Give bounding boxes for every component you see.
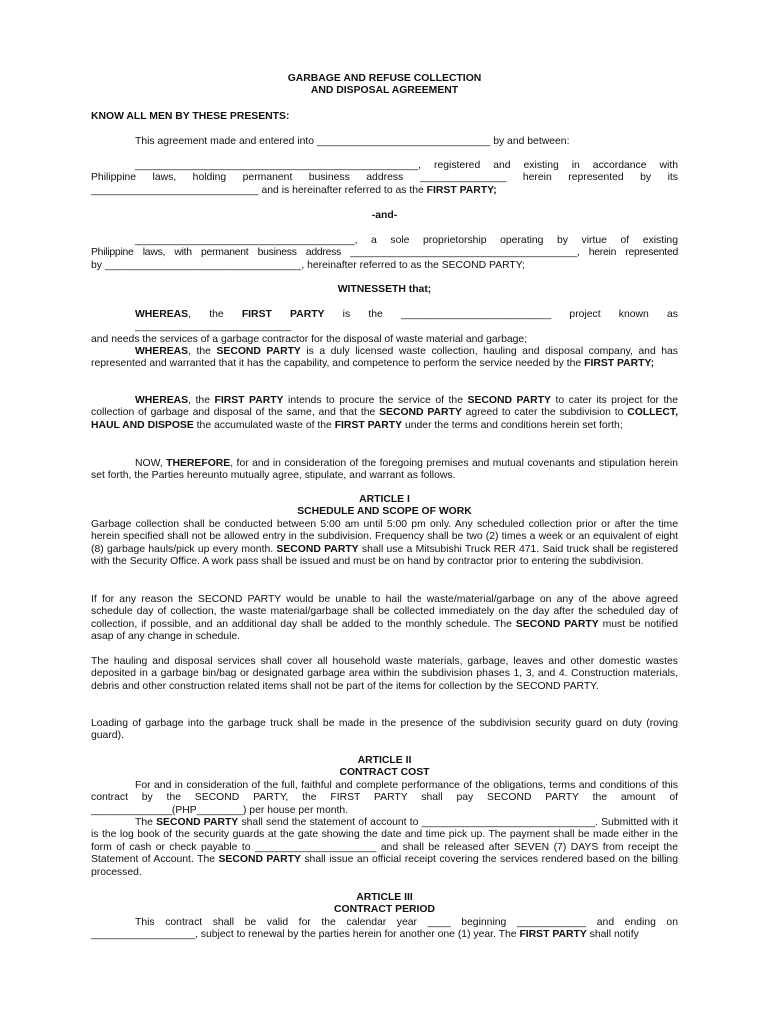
whereas-text: is the __________________________ project known as ___________________________ [135,309,678,333]
whereas-text: , the [188,395,215,406]
second-party-paragraph [91,235,678,272]
whereas-text: is a duly licensed waste collection, hauling and disposal company, and has represented and warranted that it has the capability, and competence to perform the service needed by the [91,346,678,370]
party-label: SECOND PARTY [467,395,551,406]
now-text: NOW, [135,458,167,469]
party-label: SECOND PARTY [276,543,359,555]
title-line-2: AND DISPOSAL AGREEMENT [310,85,459,97]
article-text: This contract shall be valid for the calendar year ____ beginning ____________ and ending on __________________, subject to renewal by the parties herein for another one (1) year. The [91,917,678,941]
article-1-title: SCHEDULE AND SCOPE OF WORK [297,506,472,518]
article-text: shall issue an official receipt covering the services rendered based on the billing processed. [91,854,678,878]
whereas-text: intends to procure the service of the [283,395,468,406]
article-1-paragraph-3: The hauling and disposal services shall cover all household waste materials, garbage, leaves and other domestic wastes deposited in a garbage bin/bag or designated garbage area within the subdivision phases 1, 3, and 4. Construction materials, debris and other construction related items shall not be part of the items for collection by the SECOND PARTY. [91,656,678,692]
article-text: shall use a Mitsubishi Truck RER 471. Said truck shall be registered with the Security Office. A work pass shall be issued and must be on hand by contractor prior to entering the subdivision. [91,543,679,568]
whereas-text: , the [188,309,242,320]
article-1-heading [91,494,678,519]
intro-line: This agreement made and entered into ______________________________ by and between: [135,136,570,147]
article-1-number: ARTICLE I [359,494,410,505]
second-party-line-3: by __________________________________, hereinafter referred to as the SECOND PARTY; [91,259,525,271]
article-text: must be notified asap of any change in schedule. [91,618,678,643]
article-2-number: ARTICLE II [357,755,412,766]
whereas-text: under the terms and conditions herein set forth; [402,419,623,431]
article-text: The [135,817,157,828]
party-label: SECOND PARTY [156,817,239,828]
whereas-label: WHEREAS [135,309,189,320]
whereas-label: WHEREAS [135,395,189,406]
party-label: FIRST PARTY [334,419,403,431]
therefore-label: THEREFORE [166,458,231,469]
whereas-text: , the [188,346,217,357]
party-label: SECOND PARTY [216,346,301,357]
party-label: FIRST PARTY; [584,358,655,370]
now-text: , for and in consideration of the foregoing premises and mutual covenants and stipulation herein set forth, the Parties hereunto mutually agree, stipulate, and warrant as follows. [91,458,678,482]
party-label: SECOND PARTY [515,618,599,630]
first-party-rep-blank: _____________________________ [91,184,259,196]
article-2-heading [91,755,678,780]
article-3-title: CONTRACT PERIOD [333,904,436,916]
article-2-paragraph-1: For and in consideration of the full, faithful and complete performance of the obligations, terms and conditions of this contract by the SECOND PARTY, the FIRST PARTY shall pay SECOND PARTY the amount of ______________(PHP________) per house per month. [91,780,678,816]
whereas-label: WHEREAS [135,346,189,357]
second-party-line-1: ______________________________________, a sole proprietorship operating by virtue of existing [135,235,678,246]
whereas-1-line-1 [91,309,678,334]
article-text: If for any reason the SECOND PARTY would be unable to hail the waste/material/garbage on any of the above agreed schedule day of collection, the waste material/garbage shall be collected immediately on the day after the scheduled day of collection, if possible, and an additional day shall be added to the monthly schedule. The [91,594,678,630]
witnesseth-heading: WITNESSETH that; [337,284,432,295]
article-3-number: ARTICLE III [356,892,413,903]
article-text: Garbage collection shall be conducted between 5:00 am until 5:00 pm only. Any scheduled collection prior or after the time herein specified shall not be allowed entry in the subdivision. Frequency shall be two (2) times a week or an equivalent of eight (8) garbage hauls/pick up every month. [91,519,678,555]
article-3-paragraph-1 [91,917,678,942]
first-party-label: FIRST PARTY; [426,184,497,196]
title-line-1: GARBAGE AND REFUSE COLLECTION [287,73,482,84]
know-all-heading: KNOW ALL MEN BY THESE PRESENTS: [91,111,290,122]
first-party-paragraph [91,160,678,197]
second-party-line-2: Philippine laws, with permanent business address _________________________________________, herein represented [91,247,678,259]
first-party-line-2: Philippine laws, holding permanent business address _______________ herein represented by its [91,172,678,184]
whereas-2 [91,346,678,371]
article-1-paragraph-2 [91,594,678,644]
whereas-text: the accumulated waste of the [193,419,335,431]
party-label: FIRST PARTY [519,929,587,941]
first-party-ref-text: and is hereinafter referred to as the [258,184,427,196]
article-3-heading [91,892,678,917]
article-1-paragraph-4: Loading of garbage into the garbage truck shall be made in the presence of the subdivision security guard on duty (roving guard). [91,718,678,742]
whereas-1 [91,309,678,346]
first-party-line-1: _________________________________________________, registered and existing in accordance with [135,160,678,171]
article-text: shall send the statement of account to ______________________________. Submitted with it is the log book of the security guards at the gate showing the date and time pick up. The payment shall be made either in the form of cash or check payable to _____________________ and shall be released after SEVEN (7) DAYS from receipt the Statement of Account. The [91,817,678,866]
whereas-1-line-2: and needs the services of a garbage contractor for the disposal of waste material and garbage; [91,333,528,345]
first-party-line-3 [91,185,678,197]
whereas-3 [91,395,678,432]
article-1-paragraph-1 [91,519,678,569]
scope-label: COLLECT, HAUL AND DISPOSE [91,407,678,431]
party-label: SECOND PARTY [218,854,301,866]
article-text: shall notify [586,929,639,941]
article-2-paragraph-2 [91,817,678,879]
party-label: SECOND PARTY [379,407,462,419]
whereas-text: to cater its project for the collection of garbage and disposal of the same, and that the [91,395,678,419]
article-2-title: CONTRACT COST [339,767,430,779]
now-therefore-paragraph [91,458,678,483]
whereas-text: agreed to cater the subdivision to [461,407,628,419]
party-label: FIRST PARTY [214,395,284,406]
and-separator: -and- [371,210,398,221]
document-title [91,73,678,98]
party-label: FIRST PARTY [241,309,325,320]
